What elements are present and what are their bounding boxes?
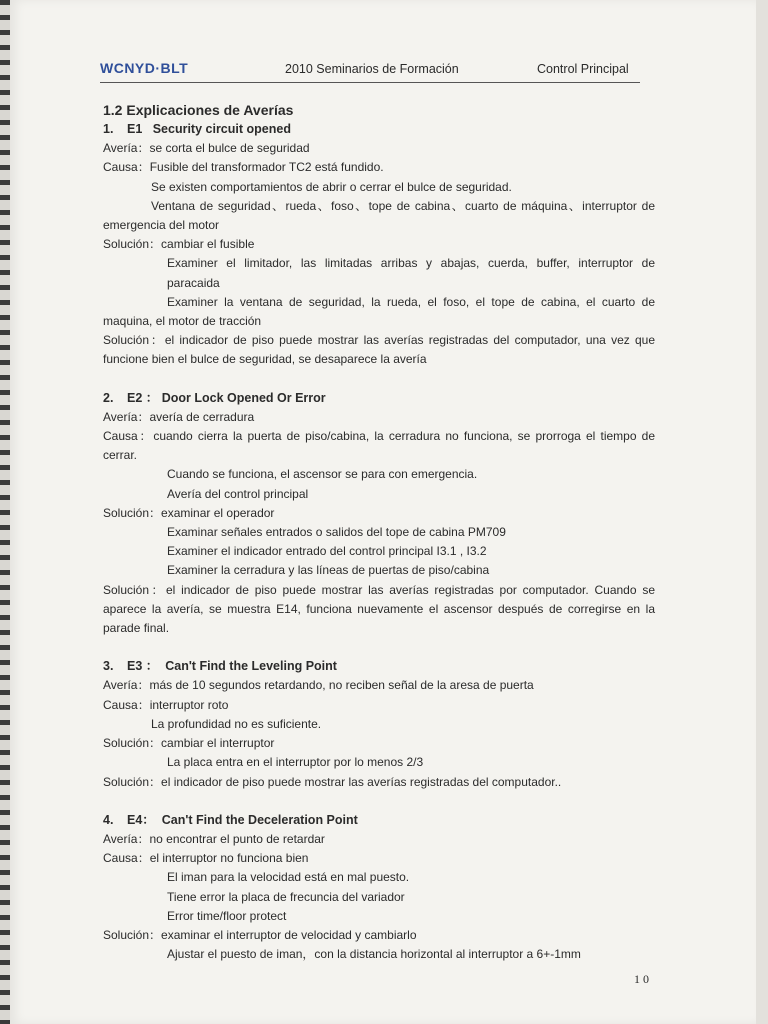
section-heading-text: Security circuit opened: [152, 122, 291, 136]
text-line: aparece la avería, se muestra E14, funciona nuevamente el ascensor después de corregirse en la: [103, 601, 655, 616]
text-line: La profundidad no es suficiente.: [151, 716, 322, 731]
chapter-title: 1.2 Explicaciones de Averías: [103, 102, 294, 118]
text-line: Ventana de seguridad、rueda、foso、tope de cabina、cuarto de máquina、interruptor de: [151, 198, 655, 213]
page-edge: [756, 0, 768, 1024]
text-line: Causa：el interruptor no funciona bien: [103, 851, 309, 866]
text-line: Causa：interruptor roto: [103, 697, 229, 712]
text-line: Error time/floor protect: [167, 908, 287, 923]
section-heading-text: Can't Find the Leveling Point: [165, 659, 337, 674]
text-line: Solución：cambiar el interruptor: [103, 736, 275, 751]
text-line: Ajustar el puesto de iman，con la distancia horizontal al interruptor a 6+-1mm: [167, 947, 581, 962]
section-spacer: [103, 638, 655, 657]
section-code: E2 ：: [127, 390, 159, 405]
text-line: paracaida: [167, 275, 220, 290]
text-line: Causa：cuando cierra la puerta de piso/cabina, la cerradura no funciona, se prorroga el tiempo de: [103, 429, 655, 444]
section-heading-text: Door Lock Opened Or Error: [161, 390, 326, 405]
section-heading-e2: [103, 389, 655, 408]
text-line: Avería：se corta el bulce de seguridad: [103, 141, 310, 156]
text-line: Avería del control principal: [167, 486, 309, 501]
text-line: El iman para la velocidad está en mal puesto.: [167, 870, 410, 885]
text-line: parade final.: [103, 621, 170, 636]
text-line: Avería：avería de cerradura: [103, 409, 255, 424]
section-number: 4.: [103, 812, 114, 827]
header-module-title: Control Principal: [537, 62, 629, 76]
section-number: 3.: [103, 659, 114, 674]
text-line: Solución：examinar el interruptor de velocidad y cambiarlo: [103, 927, 417, 942]
text-line: Solución：el indicador de piso puede mostrar las averías registradas del computador, una vez que: [103, 333, 655, 348]
header-course-title: 2010 Seminarios de Formación: [285, 62, 459, 76]
text-line: Tiene error la placa de frecuncia del variador: [167, 889, 405, 904]
section-spacer: [103, 370, 655, 389]
text-line: Solución：el indicador de piso puede mostrar las averías registradas del computador..: [103, 774, 562, 789]
text-line: Examiner el indicador entrado del control principal I3.1 , I3.2: [167, 544, 487, 559]
section-spacer: [103, 792, 655, 811]
company-logo: WCNYD·BLT: [100, 60, 189, 76]
section-number: 1.: [103, 122, 114, 136]
page-number: 10: [634, 972, 652, 986]
section-heading-e1: [103, 120, 655, 139]
text-line: cerrar.: [103, 448, 138, 463]
text-line: La placa entra en el interruptor por lo menos 2/3: [167, 755, 424, 770]
text-line: maquina, el motor de tracción: [103, 314, 262, 329]
text-line: Avería：más de 10 segundos retardando, no reciben señal de la aresa de puerta: [103, 678, 534, 693]
section-heading-text: Can't Find the Deceleration Point: [161, 812, 358, 827]
text-line: Avería：no encontrar el punto de retardar: [103, 831, 325, 846]
text-line: Causa：Fusible del transformador TC2 está fundido.: [103, 160, 384, 175]
text-line: Cuando se funciona, el ascensor se para con emergencia.: [167, 467, 478, 482]
text-line: Examiner la ventana de seguridad, la rueda, el foso, el tope de cabina, el cuarto de: [167, 294, 655, 309]
section-heading-e3: [103, 657, 655, 676]
header-divider: [100, 82, 640, 83]
section-code: E3 ：: [127, 659, 159, 674]
text-line: Se existen comportamientos de abrir o cerrar el bulce de seguridad.: [151, 179, 512, 194]
text-line: Solución：cambiar el fusible: [103, 237, 255, 252]
section-code: E4：: [127, 812, 155, 827]
section-heading-e4: [103, 811, 655, 830]
section-number: 2.: [103, 390, 114, 405]
text-line: funcione bien el bulce de seguridad, se desaparece la avería: [103, 352, 427, 367]
text-line: Solución：el indicador de piso puede mostrar las averías registradas por computador. Cuando se: [103, 582, 655, 597]
text-line: Examinar señales entrados o salidos del tope de cabina PM709: [167, 525, 506, 540]
text-line: emergencia del motor: [103, 218, 220, 233]
document-body: [103, 100, 655, 964]
text-line: Examiner el limitador, las limitadas arribas y abajas, cuerda, buffer, interruptor de: [167, 256, 655, 271]
section-code: E1: [127, 122, 143, 136]
text-line: Solución：examinar el operador: [103, 505, 275, 520]
page-header: [100, 58, 640, 82]
text-line: Examiner la cerradura y las líneas de puertas de piso/cabina: [167, 563, 490, 578]
